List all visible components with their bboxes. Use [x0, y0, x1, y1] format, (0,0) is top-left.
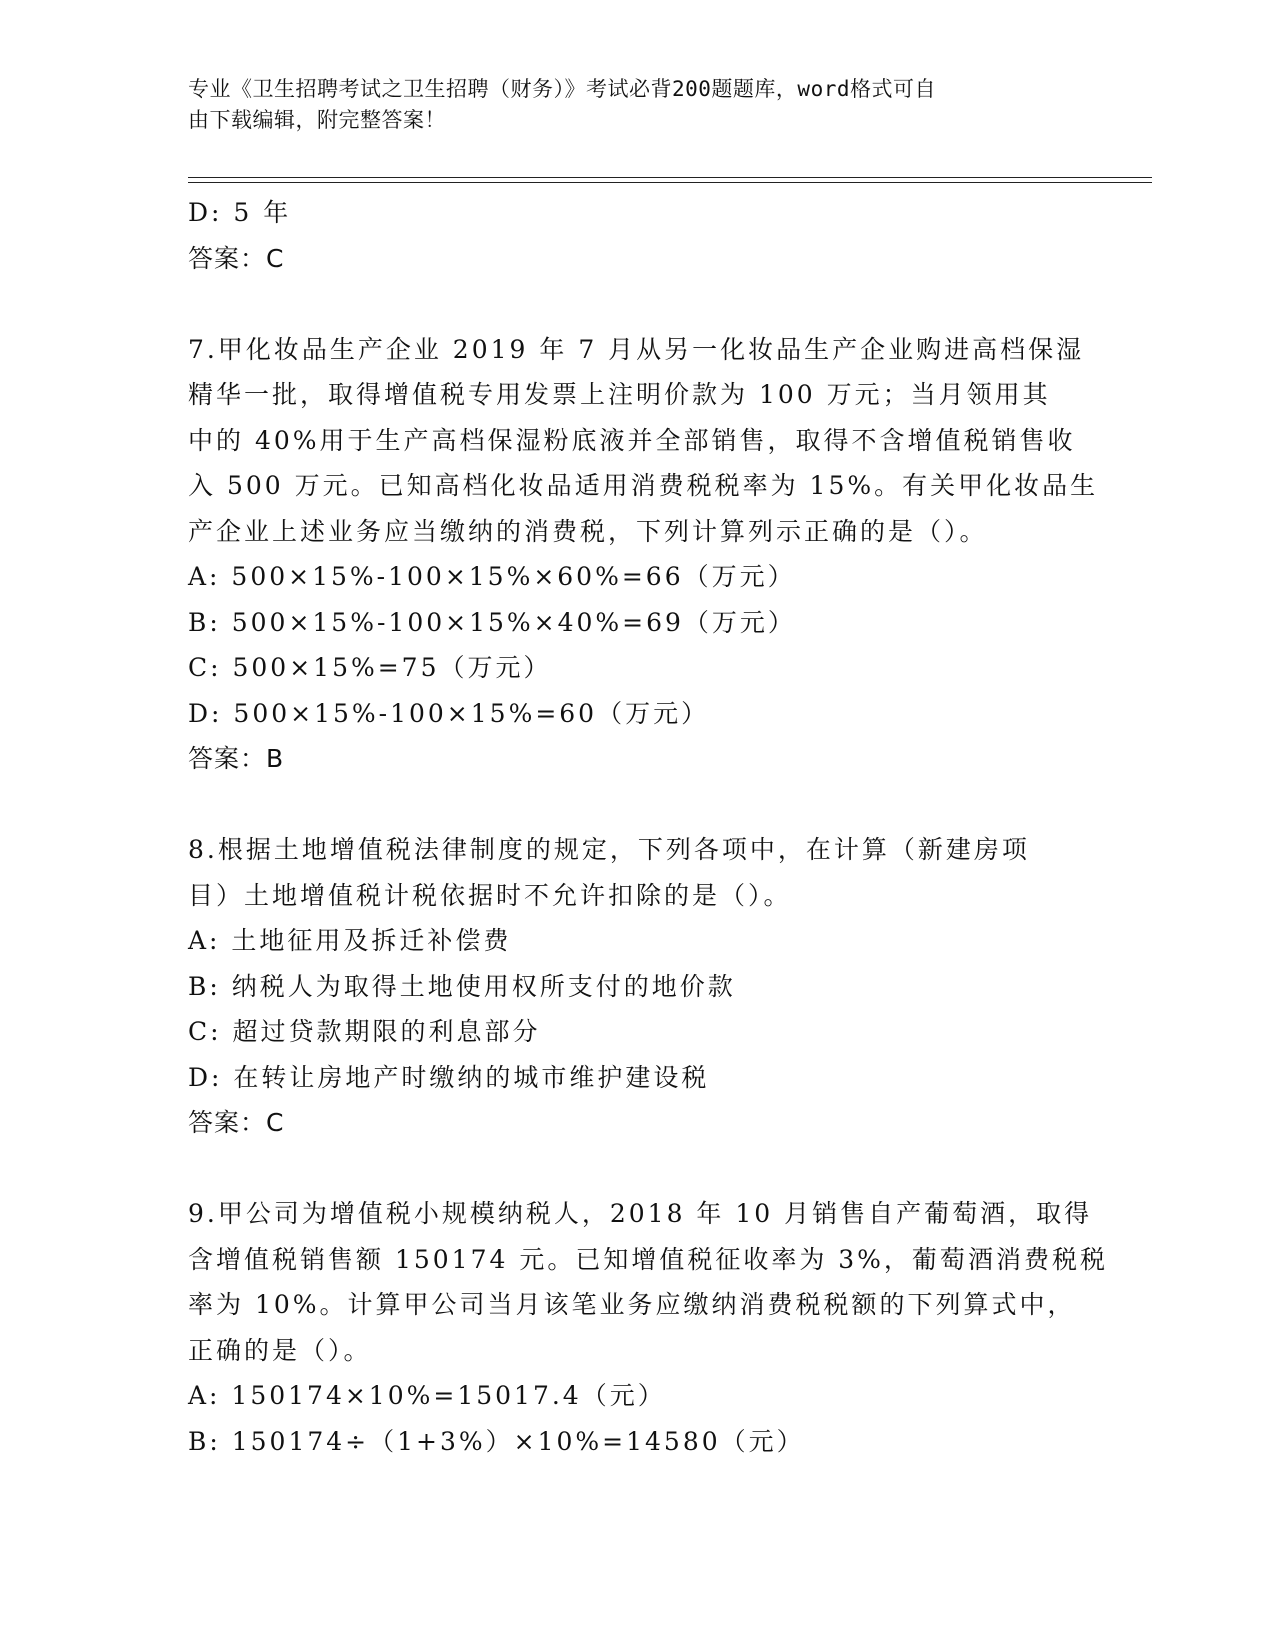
q8-option-b: B: 纳税人为取得土地使用权所支付的地价款: [188, 971, 736, 1001]
q8-option-a: A: 土地征用及拆迁补偿费: [188, 926, 512, 955]
q8-text-line: 目）土地增值税计税依据时不允许扣除的是（）。: [188, 880, 792, 910]
document-header: [188, 74, 1068, 136]
q8-option-c: C: 超过贷款期限的利息部分: [188, 1017, 541, 1046]
q7-option-c: C: 500×15%=75（万元）: [188, 653, 552, 682]
header-divider: [188, 177, 1152, 183]
q9-text-line: 正确的是（）。: [188, 1335, 372, 1365]
header-line-1: 专业《卫生招聘考试之卫生招聘（财务）》考试必背200题题库，word格式可自: [188, 77, 936, 101]
q7-option-a: A: 500×15%-100×15%×60%=66（万元）: [188, 562, 796, 591]
q9-text-line: 率为 10%。计算甲公司当月该笔业务应缴纳消费税税额的下列算式中，: [188, 1290, 1076, 1319]
q7-text-line: 入 500 万元。已知高档化妆品适用消费税税率为 15%。有关甲化妆品生: [188, 471, 1099, 500]
q7-option-b: B: 500×15%-100×15%×40%=69（万元）: [188, 607, 796, 637]
prev-question-answer: 答案：C: [188, 243, 285, 273]
q7-option-d: D: 500×15%-100×15%=60（万元）: [188, 698, 710, 728]
q8-option-d: D: 在转让房地产时缴纳的城市维护建设税: [188, 1062, 710, 1092]
spacer: [188, 782, 1088, 828]
document-body: [188, 190, 1108, 1464]
q9-text-line: 9.甲公司为增值税小规模纳税人，2018 年 10 月销售自产葡萄酒，取得: [188, 1199, 1093, 1228]
question-9: [188, 1191, 1108, 1464]
q9-option-a: A: 150174×10%=15017.4（元）: [188, 1381, 666, 1410]
q9-option-b: B: 150174÷（1+3%）×10%=14580（元）: [188, 1426, 805, 1456]
question-7: [188, 327, 1099, 782]
prev-question-option-d: D: 5 年: [188, 198, 292, 227]
q7-text-line: 7.甲化妆品生产企业 2019 年 7 月从另一化妆品生产企业购进高档保湿: [188, 334, 1085, 364]
q8-answer: 答案：C: [188, 1108, 285, 1137]
header-line-2: 由下载编辑，附完整答案！: [188, 108, 446, 132]
q7-answer: 答案：B: [188, 744, 285, 773]
spacer: [188, 281, 1088, 327]
question-8: [188, 827, 1088, 1146]
q7-text-line: 产企业上述业务应当缴纳的消费税，下列计算列示正确的是（）。: [188, 516, 988, 546]
q9-text-line: 含增值税销售额 150174 元。已知增值税征收率为 3%，葡萄酒消费税税: [188, 1244, 1108, 1274]
q7-text-line: 精华一批，取得增值税专用发票上注明价款为 100 万元；当月领用其: [188, 380, 1051, 409]
q7-text-line: 中的 40%用于生产高档保湿粉底液并全部销售，取得不含增值税销售收: [188, 425, 1076, 455]
q8-text-line: 8.根据土地增值税法律制度的规定，下列各项中，在计算（新建房项: [188, 835, 1030, 864]
spacer: [188, 1146, 1088, 1192]
